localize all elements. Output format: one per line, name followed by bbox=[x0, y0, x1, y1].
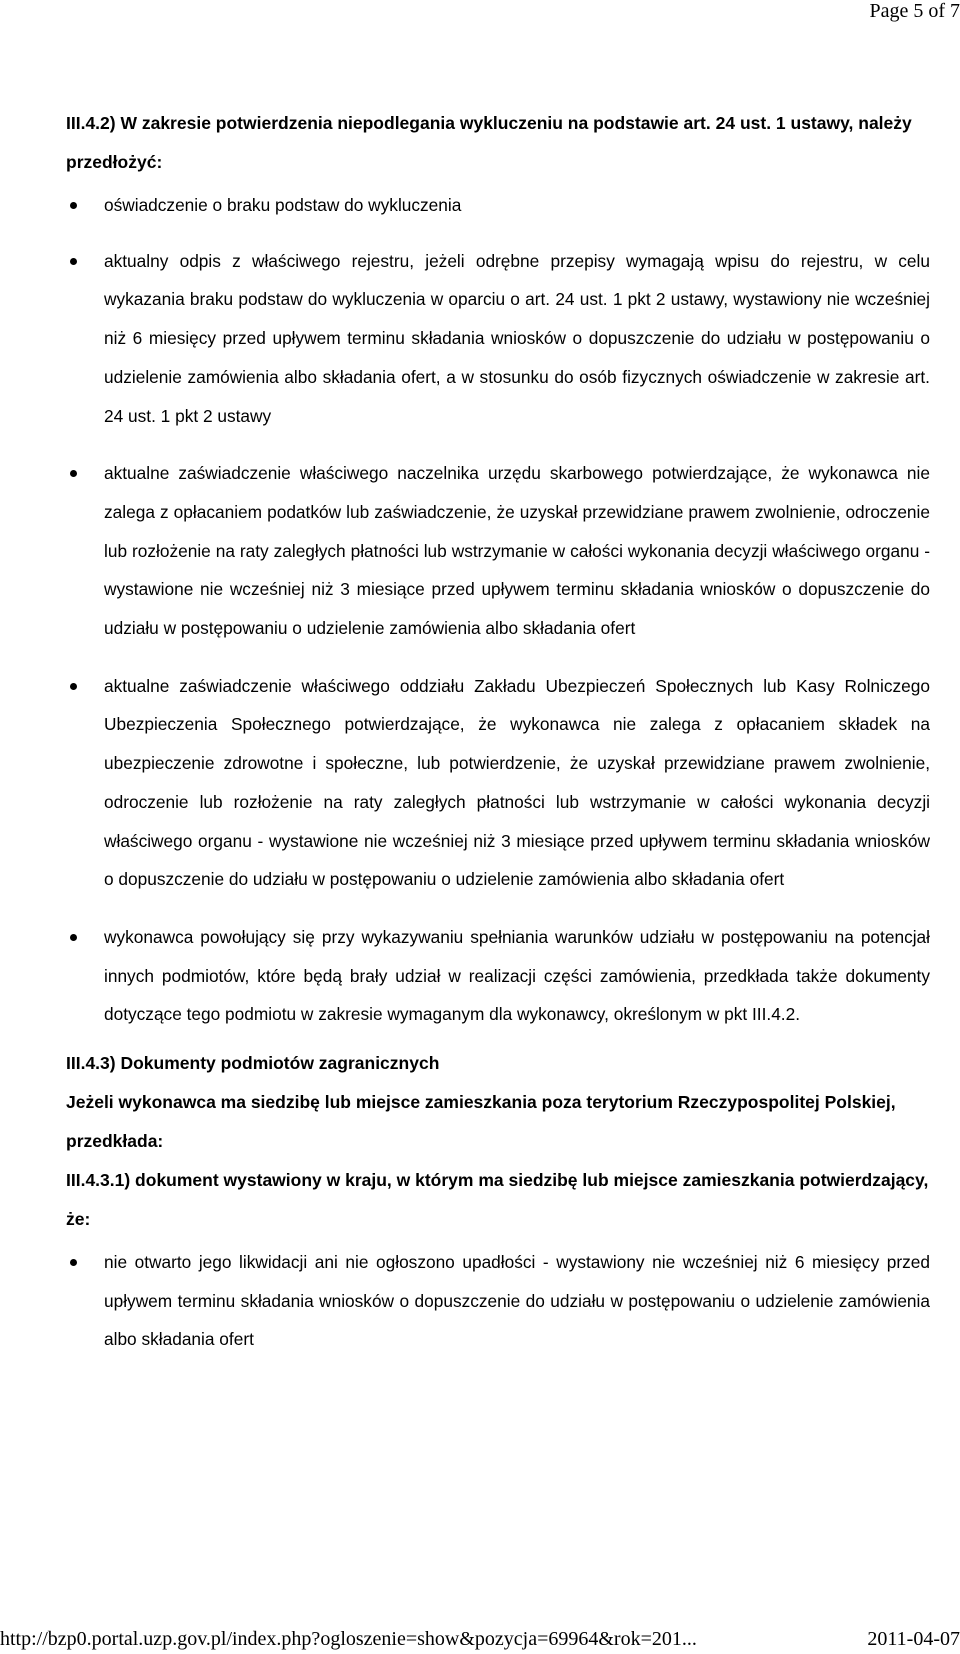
page-number: Page 5 of 7 bbox=[869, 0, 960, 22]
list-item-text: wykonawca powołujący się przy wykazywaniu spełniania warunków udziału w postępowaniu na potencjał innych podmiotów, które będą brały udział w realizacji części zamówienia, przedkłada także dokumenty dotyczące tego podmiotu w zakresie wymaganym dla wykonawcy, określonym w pkt III.4.2. bbox=[104, 926, 930, 1025]
list-item-text: oświadczenie o braku podstaw do wykluczenia bbox=[104, 195, 462, 215]
list-item bbox=[66, 1243, 930, 1359]
list-item bbox=[66, 918, 930, 1034]
section-heading-III-4-3-1: III.4.3.1) dokument wystawiony w kraju, w którym ma siedzibę lub miejsce zamieszkania potwierdzający, że: bbox=[66, 1170, 929, 1230]
print-date: 2011-04-07 bbox=[867, 1628, 960, 1650]
section-heading-III-4-2: III.4.2) W zakresie potwierdzenia niepodlegania wykluczeniu na podstawie art. 24 ust. 1 ustawy, należy przedłożyć: bbox=[66, 113, 912, 172]
bullet-icon bbox=[70, 683, 77, 690]
list-item-text: nie otwarto jego likwidacji ani nie ogłoszono upadłości - wystawiony nie wcześniej niż 6 miesięcy przed upływem terminu składania wniosków o dopuszczenie do udziału w postępowaniu o udzielenie zamówienia albo składania ofert bbox=[104, 1252, 930, 1350]
source-url: http://bzp0.portal.uzp.gov.pl/index.php?ogloszenie=show&pozycja=69964&rok=201... bbox=[0, 1628, 697, 1650]
bullet-icon bbox=[70, 202, 77, 209]
list-item bbox=[66, 242, 930, 436]
list-item bbox=[66, 186, 930, 225]
bullet-icon bbox=[70, 934, 77, 941]
section-heading-III-4-3: III.4.3) Dokumenty podmiotów zagranicznych bbox=[66, 1053, 440, 1074]
list-item bbox=[66, 667, 930, 899]
list-item bbox=[66, 454, 930, 648]
list-item-text: aktualne zaświadczenie właściwego oddziału Zakładu Ubezpieczeń Społecznych lub Kasy Rolniczego Ubezpieczenia Społecznego potwierdzające, że wykonawca nie zalega z opłacaniem składek na ubezpieczenie zdrowotne i społeczne, lub potwierdzenie, że uzyskał przewidziane prawem zwolnienie, odroczenie lub rozłożenie na raty zaległych płatności lub wstrzymanie w całości wykonania decyzji właściwego organu - wystawione nie wcześniej niż 3 miesiące przed upływem terminu składania wniosków o dopuszczenie do udziału w postępowaniu o udzielenie zamówienia albo składania ofert bbox=[104, 675, 930, 890]
bullet-icon bbox=[70, 1259, 77, 1266]
list-item-text: aktualny odpis z właściwego rejestru, jeżeli odrębne przepisy wymagają wpisu do rejestru, w celu wykazania braku podstaw do wykluczenia w oparciu o art. 24 ust. 1 pkt 2 ustawy, wystawiony nie wcześniej niż 6 miesięcy przed upływem terminu składania wniosków o dopuszczenie do udziału w postępowaniu o udzielenie zamówienia albo składania ofert, a w stosunku do osób fizycznych oświadczenie w zakresie art. 24 ust. 1 pkt 2 ustawy bbox=[104, 250, 930, 426]
foreign-documents-list bbox=[66, 1243, 930, 1359]
document-body bbox=[66, 104, 930, 1359]
foreign-entities-subheading: Jeżeli wykonawca ma siedzibę lub miejsce zamieszkania poza terytorium Rzeczypospolitej Polskiej, przedkłada: bbox=[66, 1092, 896, 1152]
bullet-icon bbox=[70, 258, 77, 265]
requirements-list bbox=[66, 186, 930, 1034]
list-item-text: aktualne zaświadczenie właściwego naczelnika urzędu skarbowego potwierdzające, że wykonawca nie zalega z opłacaniem podatków lub zaświadczenie, że uzyskał przewidziane prawem zwolnienie, odroczenie lub rozłożenie na raty zaległych płatności lub wstrzymanie w całości wykonania decyzji właściwego organu - wystawione nie wcześniej niż 3 miesiące przed upływem terminu składania wniosków o dopuszczenie do udziału w postępowaniu o udzielenie zamówienia albo składania ofert bbox=[104, 463, 930, 639]
bullet-icon bbox=[70, 470, 77, 477]
page-footer bbox=[0, 1628, 960, 1654]
